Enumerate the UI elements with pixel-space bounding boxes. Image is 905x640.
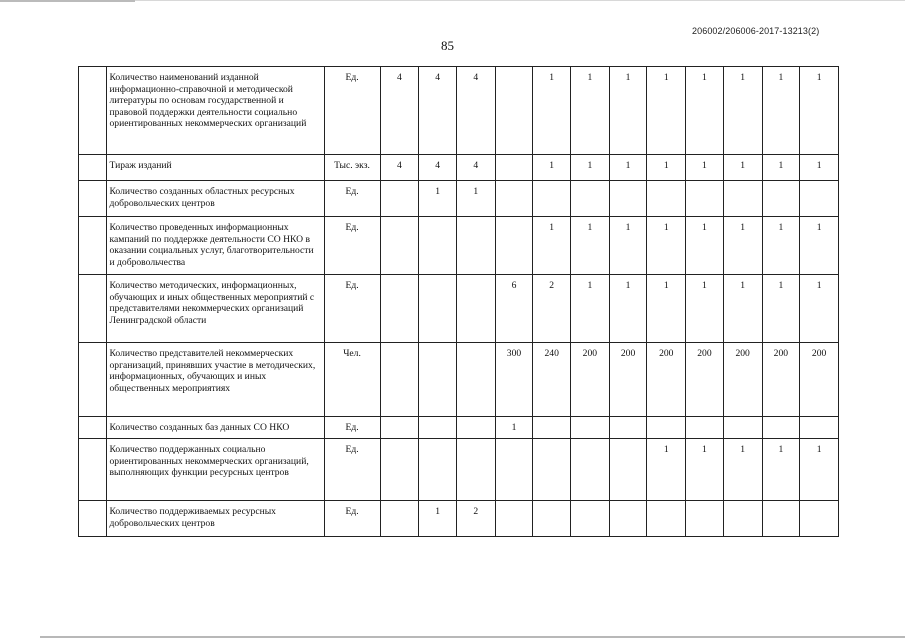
value-cell [419, 439, 457, 501]
value-cell [647, 417, 686, 439]
scan-edge-top [0, 0, 905, 1]
value-cell [762, 417, 800, 439]
value-cell: 1 [456, 181, 495, 217]
value-cell [380, 343, 419, 417]
value-cell: 1 [686, 217, 724, 275]
value-cell: 200 [723, 343, 762, 417]
value-cell: 4 [456, 155, 495, 181]
value-cell: 1 [686, 67, 724, 155]
indicator-unit: Тыс. экз. [324, 155, 380, 181]
indicator-name: Количество поддерживаемых ресурсных добровольческих центров [106, 501, 324, 537]
value-cell [380, 181, 419, 217]
value-cell: 1 [609, 155, 647, 181]
row-index-cell [79, 501, 107, 537]
value-cell: 200 [571, 343, 610, 417]
value-cell [456, 343, 495, 417]
value-cell: 1 [723, 275, 762, 343]
value-cell: 1 [762, 275, 800, 343]
value-cell: 1 [800, 275, 839, 343]
value-cell [571, 501, 610, 537]
value-cell: 1 [533, 67, 571, 155]
table-row [79, 217, 839, 275]
value-cell [723, 501, 762, 537]
indicator-name: Количество созданных баз данных СО НКО [106, 417, 324, 439]
value-cell [762, 501, 800, 537]
value-cell [533, 181, 571, 217]
value-cell [380, 417, 419, 439]
value-cell: 2 [456, 501, 495, 537]
value-cell: 1 [647, 439, 686, 501]
indicator-name: Количество созданных областных ресурсных добровольческих центров [106, 181, 324, 217]
value-cell [495, 67, 533, 155]
value-cell [647, 501, 686, 537]
value-cell [495, 439, 533, 501]
value-cell [609, 501, 647, 537]
value-cell [419, 275, 457, 343]
value-cell: 1 [762, 439, 800, 501]
indicator-unit: Ед. [324, 275, 380, 343]
scan-mark-top-left [0, 0, 135, 2]
row-index-cell [79, 439, 107, 501]
value-cell [380, 275, 419, 343]
value-cell [380, 501, 419, 537]
value-cell [495, 181, 533, 217]
value-cell: 6 [495, 275, 533, 343]
value-cell [571, 439, 610, 501]
indicator-name: Тираж изданий [106, 155, 324, 181]
value-cell [647, 181, 686, 217]
value-cell: 200 [686, 343, 724, 417]
value-cell [686, 181, 724, 217]
indicator-unit: Чел. [324, 343, 380, 417]
value-cell [723, 181, 762, 217]
value-cell [723, 417, 762, 439]
table-row [79, 417, 839, 439]
value-cell: 1 [723, 439, 762, 501]
table-row [79, 155, 839, 181]
value-cell: 1 [800, 439, 839, 501]
value-cell [762, 181, 800, 217]
indicator-unit: Ед. [324, 417, 380, 439]
value-cell [609, 439, 647, 501]
indicator-unit: Ед. [324, 217, 380, 275]
value-cell: 1 [533, 217, 571, 275]
table-row [79, 343, 839, 417]
value-cell: 1 [800, 155, 839, 181]
value-cell [686, 501, 724, 537]
table-row [79, 275, 839, 343]
value-cell [571, 417, 610, 439]
indicator-name: Количество наименований изданной информационно-справочной и методической литературы по основам государственной и правовой поддержки деятельности социально ориентированных некоммерческих организаций [106, 67, 324, 155]
value-cell [456, 275, 495, 343]
value-cell: 200 [647, 343, 686, 417]
value-cell: 1 [800, 67, 839, 155]
value-cell [456, 217, 495, 275]
value-cell [419, 343, 457, 417]
value-cell: 300 [495, 343, 533, 417]
value-cell: 200 [762, 343, 800, 417]
value-cell: 200 [800, 343, 839, 417]
value-cell: 1 [571, 275, 610, 343]
value-cell: 240 [533, 343, 571, 417]
value-cell [456, 417, 495, 439]
value-cell [571, 181, 610, 217]
value-cell [380, 217, 419, 275]
value-cell: 1 [762, 155, 800, 181]
row-index-cell [79, 155, 107, 181]
value-cell: 200 [609, 343, 647, 417]
indicator-unit: Ед. [324, 67, 380, 155]
indicator-name: Количество представителей некоммерческих организаций, принявших участие в методических, информационных, обучающих и иных общественных мероприятиях [106, 343, 324, 417]
table-row [79, 501, 839, 537]
value-cell: 2 [533, 275, 571, 343]
scan-edge-bottom [40, 636, 905, 638]
value-cell: 1 [495, 417, 533, 439]
value-cell: 1 [686, 155, 724, 181]
value-cell: 1 [647, 217, 686, 275]
value-cell [419, 217, 457, 275]
value-cell: 1 [419, 181, 457, 217]
value-cell: 4 [380, 155, 419, 181]
value-cell: 1 [762, 67, 800, 155]
value-cell [456, 439, 495, 501]
value-cell: 1 [419, 501, 457, 537]
indicator-unit: Ед. [324, 439, 380, 501]
table-row [79, 181, 839, 217]
value-cell [800, 417, 839, 439]
value-cell: 1 [647, 275, 686, 343]
value-cell [380, 439, 419, 501]
value-cell: 1 [647, 155, 686, 181]
indicator-name: Количество проведенных информационных кампаний по поддержке деятельности СО НКО в оказании социальных услуг, благотворительности и добровольчества [106, 217, 324, 275]
value-cell: 1 [609, 217, 647, 275]
value-cell: 1 [571, 155, 610, 181]
value-cell: 1 [571, 217, 610, 275]
value-cell: 4 [380, 67, 419, 155]
value-cell [800, 181, 839, 217]
value-cell: 4 [419, 67, 457, 155]
table-row [79, 67, 839, 155]
value-cell [686, 417, 724, 439]
indicator-unit: Ед. [324, 501, 380, 537]
value-cell: 1 [723, 67, 762, 155]
value-cell [533, 439, 571, 501]
value-cell: 1 [647, 67, 686, 155]
indicator-name: Количество методических, информационных, обучающих и иных общественных мероприятий с представителями некоммерческих организаций Ленинградской области [106, 275, 324, 343]
row-index-cell [79, 181, 107, 217]
value-cell: 4 [456, 67, 495, 155]
value-cell: 1 [571, 67, 610, 155]
row-index-cell [79, 275, 107, 343]
indicators-table [78, 66, 839, 537]
value-cell: 1 [533, 155, 571, 181]
value-cell [495, 217, 533, 275]
indicator-name: Количество поддержанных социально ориентированных некоммерческих организаций, выполняющих функции ресурсных центров [106, 439, 324, 501]
value-cell: 1 [762, 217, 800, 275]
value-cell [419, 417, 457, 439]
value-cell: 1 [723, 155, 762, 181]
row-index-cell [79, 217, 107, 275]
value-cell: 1 [609, 67, 647, 155]
value-cell [533, 417, 571, 439]
value-cell [609, 417, 647, 439]
value-cell: 1 [686, 275, 724, 343]
row-index-cell [79, 417, 107, 439]
value-cell: 1 [686, 439, 724, 501]
indicator-unit: Ед. [324, 181, 380, 217]
value-cell [609, 181, 647, 217]
document-id: 206002/206006-2017-13213(2) [692, 26, 820, 36]
page-number: 85 [441, 38, 454, 53]
value-cell [533, 501, 571, 537]
value-cell: 1 [723, 217, 762, 275]
value-cell [495, 501, 533, 537]
value-cell: 1 [609, 275, 647, 343]
row-index-cell [79, 67, 107, 155]
row-index-cell [79, 343, 107, 417]
value-cell [800, 501, 839, 537]
value-cell: 1 [800, 217, 839, 275]
value-cell: 4 [419, 155, 457, 181]
table-row [79, 439, 839, 501]
value-cell [495, 155, 533, 181]
